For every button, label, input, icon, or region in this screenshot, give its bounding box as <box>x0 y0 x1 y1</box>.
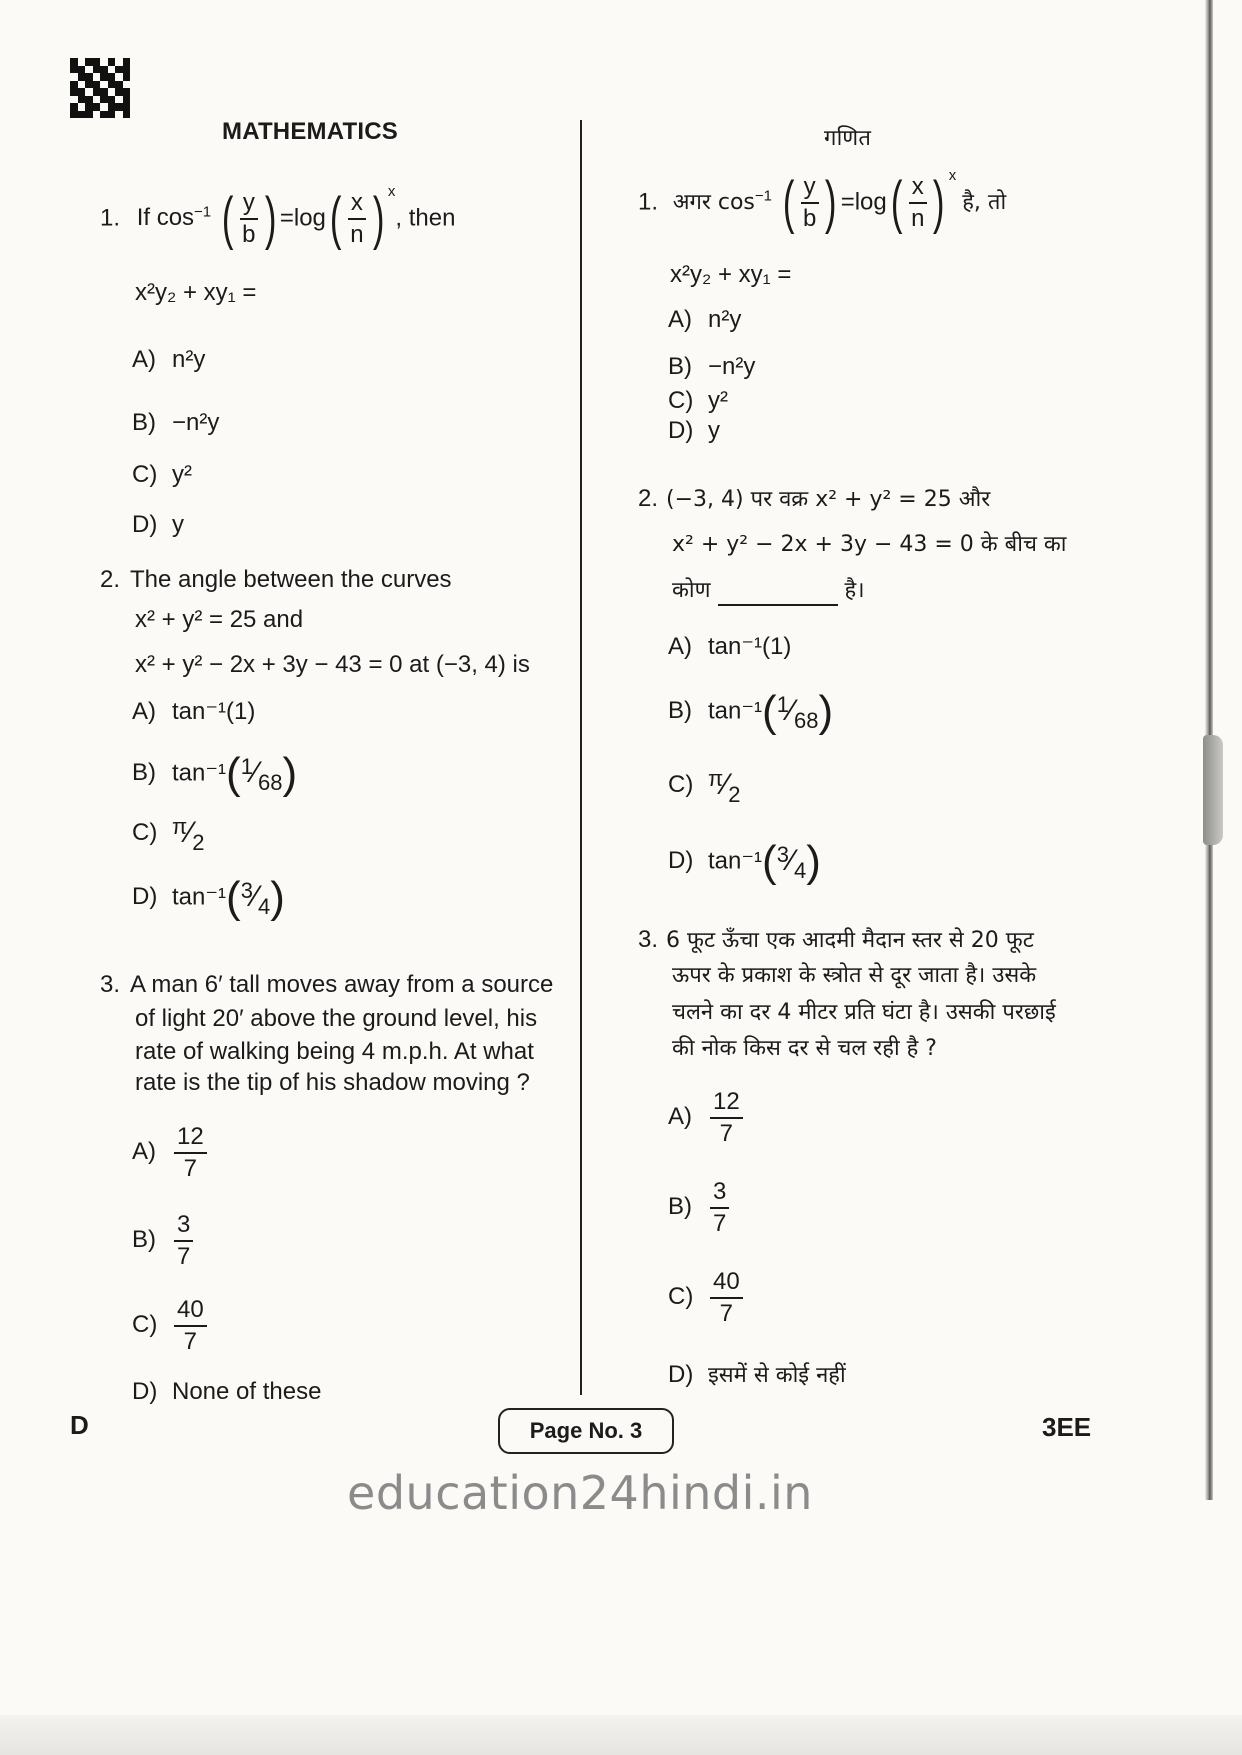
column-divider <box>580 120 582 1395</box>
site-watermark: education24hindi.in <box>347 1466 813 1520</box>
en-q2-line1: 2. The angle between the curves <box>100 566 452 593</box>
en-q1-inverse: −1 <box>194 203 212 221</box>
qr-code-icon <box>70 58 130 118</box>
hi-q2-option-a: A) tan⁻¹(1) <box>668 633 792 660</box>
en-q2-line2: x² + y² = 25 and <box>135 606 304 633</box>
en-q1-option-d: D) y <box>132 511 184 538</box>
hi-q3-line4: की नोक किस दर से चल रही है ? <box>672 1036 937 1061</box>
en-q3-option-d: D) None of these <box>132 1378 322 1405</box>
hi-q2-line2: x² + y² − 2x + 3y − 43 = 0 के बीच का <box>672 532 1067 557</box>
en-q1-exponent: x <box>387 183 396 201</box>
en-q1-stem <box>100 183 456 251</box>
en-q1-frac1: ( $\frac{y}{b}$ ) <box>221 186 276 251</box>
en-q1-frac2-den: n <box>350 221 364 248</box>
hi-q3-line3: चलने का दर 4 मीटर प्रति घंटा है। उसकी परछाई <box>672 1000 1056 1025</box>
en-q3-line2: of light 20′ above the ground level, his <box>135 1005 538 1032</box>
en-q1-number: 1. <box>100 204 121 232</box>
hindi-title: गणित <box>824 126 872 151</box>
page-number-box: Page No. 3 <box>498 1408 674 1454</box>
en-q1-option-a: A) n²y <box>132 346 206 373</box>
en-q1-expression: x²y₂ + xy₁ = <box>135 279 257 306</box>
hi-q1-stem: 1. अगर $\cos^{-1}$ ( $\frac{y}{b}$ ) =log ( $\frac{x}{n}$ ) $^x$है, तो <box>638 167 1007 235</box>
en-q1-prefix: If cos <box>136 204 195 232</box>
en-q1-frac2-num: x <box>348 191 366 220</box>
hi-q2-option-d: D) tan⁻¹(3⁄4) <box>668 837 821 886</box>
scan-bottom-band <box>0 1715 1242 1755</box>
en-q3-option-c: C) $\frac{40}{7}$ <box>132 1298 209 1354</box>
hi-q1-option-b: B) −n²y <box>668 353 756 380</box>
hi-q2-option-c: C) π⁄2 <box>668 766 741 807</box>
en-q1-frac1-den: b <box>242 221 256 248</box>
hi-q1-option-a: A) n²y <box>668 306 742 333</box>
en-q3-option-b: B) $\frac{3}{7}$ <box>132 1213 195 1269</box>
hi-q3-option-c: C) $\frac{40}{7}$ <box>668 1270 745 1326</box>
en-q1-eq-log: =log <box>279 204 326 232</box>
hi-q3-line1: 3. 6 फूट ऊँचा एक आदमी मैदान स्तर से 20 फूट <box>638 926 1034 953</box>
hi-q3-option-d: D) इसमें से कोई नहीं <box>668 1361 846 1388</box>
hi-q2-line3: कोण है। <box>672 576 865 606</box>
hi-q3-line2: ऊपर के प्रकाश के स्त्रोत से दूर जाता है। उसके <box>672 963 1037 988</box>
page-edge-tab <box>1203 735 1223 845</box>
hi-q1-option-c: C) y² <box>668 387 728 414</box>
english-title: MATHEMATICS <box>222 118 398 145</box>
en-q2-option-b: B) tan⁻¹(1⁄68) <box>132 749 298 798</box>
en-q2-option-c: C) π⁄2 <box>132 814 205 855</box>
en-q2-option-a: A) tan⁻¹(1) <box>132 698 256 725</box>
paper-code: 3EE <box>1042 1412 1092 1442</box>
en-q2-option-d: D) tan⁻¹(3⁄4) <box>132 873 285 922</box>
en-q2-line3: x² + y² − 2x + 3y − 43 = 0 at (−3, 4) is <box>135 651 530 678</box>
hi-q1-option-d: D) y <box>668 417 720 444</box>
hi-q2-option-b: B) tan⁻¹(1⁄68) <box>668 687 834 736</box>
en-q1-option-c: C) y² <box>132 461 192 488</box>
answer-blank <box>718 584 838 606</box>
en-q1-frac1-num: y <box>240 191 258 220</box>
en-q1-suffix: , then <box>395 204 456 232</box>
en-q3-line3: rate of walking being 4 m.p.h. At what <box>135 1038 534 1065</box>
en-q1-frac2: ( $\frac{x}{n}$ ) <box>329 186 385 251</box>
en-q1-option-b: B) −n²y <box>132 409 220 436</box>
en-q3-line4: rate is the tip of his shadow moving ? <box>135 1069 530 1096</box>
en-q3-line1: 3. A man 6′ tall moves away from a source <box>100 971 554 998</box>
hi-q3-option-a: A) $\frac{12}{7}$ <box>668 1090 745 1146</box>
en-q3-option-a: A) $\frac{12}{7}$ <box>132 1125 209 1181</box>
hi-q1-expression: x²y₂ + xy₁ = <box>670 261 792 288</box>
hi-q2-line1: 2. (−3, 4) पर वक्र x² + y² = 25 और <box>638 485 991 512</box>
hi-q3-option-b: B) $\frac{3}{7}$ <box>668 1180 731 1236</box>
booklet-series-code: D <box>70 1410 89 1440</box>
